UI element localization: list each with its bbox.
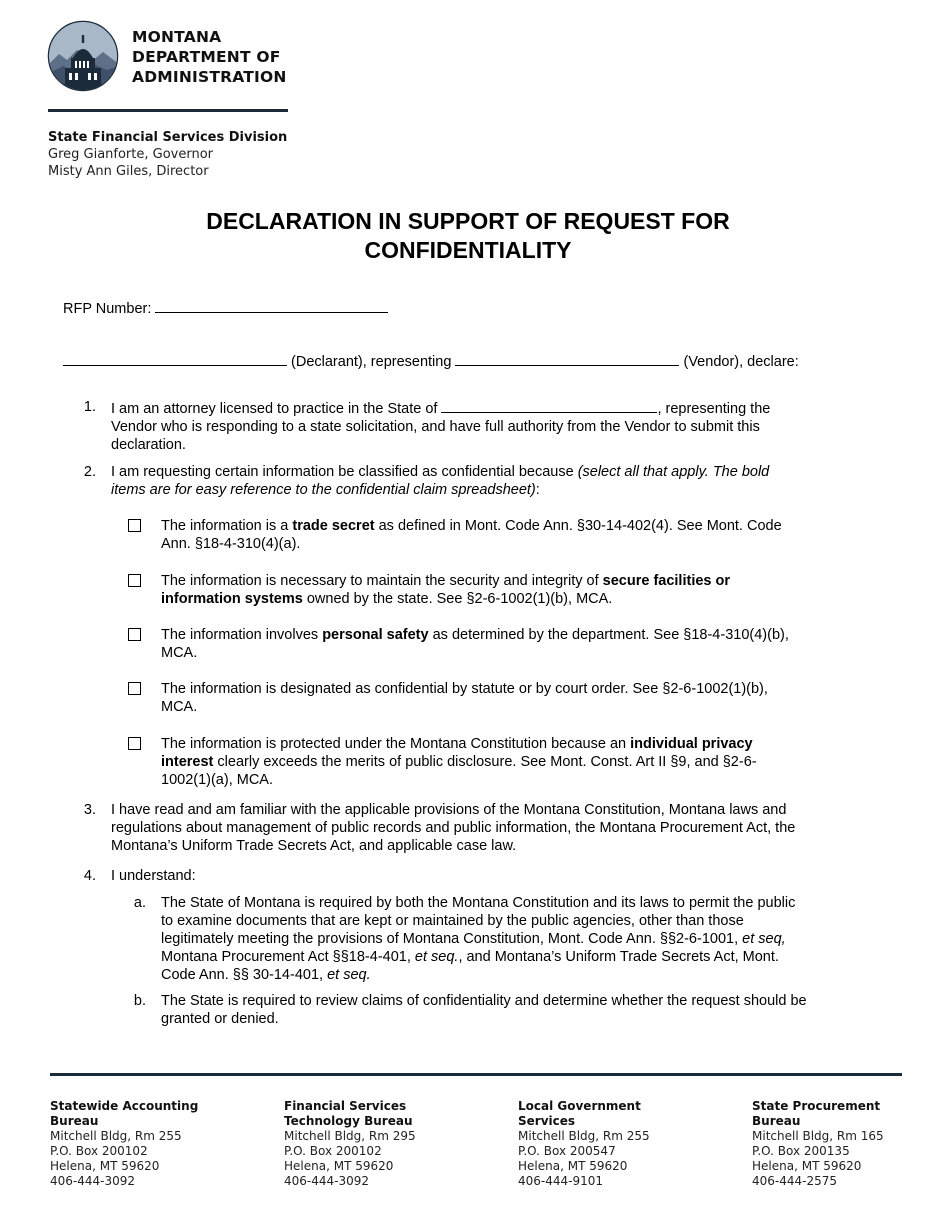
option-statute-court-order [161, 680, 851, 716]
item-4a-line-4: Montana Procurement Act §§18-4-401, [161, 949, 415, 965]
rfp-number-label: RFP Number: [63, 301, 152, 317]
rfp-number-field[interactable] [155, 298, 388, 313]
option-personal-safety [161, 626, 851, 662]
item-3-line-1: I have read and am familiar with the applicable provisions of the Montana Constitution, Montana laws and [111, 802, 787, 818]
item-4b-line-2: granted or denied. [161, 1011, 279, 1027]
vendor-name-field[interactable] [455, 351, 679, 366]
opt5-l2c: clearly exceeds the merits of public disclosure. See Mont. Const. Art II §9, and §2-6- [213, 754, 757, 770]
opt5-l1-bold: individual privacy [630, 736, 753, 752]
item-1-line-1b: , representing the [657, 401, 771, 417]
footer-1-phone: 406-444-3092 [50, 1174, 136, 1188]
footer-2-city: Helena, MT 59620 [284, 1159, 394, 1173]
org-line-1: MONTANA [132, 28, 222, 46]
item-2-line-1: I am requesting certain information be classified as confidential because [111, 464, 578, 480]
option-personal-safety-checkbox[interactable] [128, 628, 141, 641]
footer-local-government [518, 1099, 718, 1189]
item-2-italic-1: (select all that apply. The bold [577, 464, 770, 480]
item-1-line-3: declaration. [111, 437, 186, 453]
opt2-l1a: The information is necessary to maintain the security and integrity of [161, 573, 603, 589]
footer-1-city: Helena, MT 59620 [50, 1159, 160, 1173]
opt5-l1a: The information is protected under the Montana Constitution because an [161, 736, 631, 752]
opt5-l2-bold: interest [161, 754, 214, 770]
item-2-text [111, 463, 871, 499]
footer-state-procurement [752, 1099, 922, 1189]
page-title [0, 207, 936, 265]
item-3-line-3: Montana’s Uniform Trade Secrets Act, and applicable case law. [111, 838, 517, 854]
footer-3-city: Helena, MT 59620 [518, 1159, 628, 1173]
item-1-line-2: Vendor who is responding to a state solicitation, and have full authority from the Vendor to submit this [111, 419, 760, 435]
footer-1-heading-1: Statewide Accounting [50, 1099, 199, 1113]
footer-3-building: Mitchell Bldg, Rm 255 [518, 1129, 650, 1143]
option-secure-facilities [161, 572, 851, 608]
option-statute-court-order-checkbox[interactable] [128, 682, 141, 695]
division-name: State Financial Services Division [48, 130, 288, 145]
vendor-label: (Vendor), declare: [683, 354, 799, 370]
item-4a-line-4b: , and Montana’s Uniform Trade Secrets Act, Mont. [458, 949, 779, 965]
footer-2-phone: 406-444-3092 [284, 1174, 370, 1188]
opt2-l2c: owned by the state. See §2-6-1002(1)(b), MCA. [302, 591, 613, 607]
footer-divider [50, 1073, 902, 1076]
footer-4-city: Helena, MT 59620 [752, 1159, 862, 1173]
opt3-l1a: The information involves [161, 627, 323, 643]
item-3-line-2: regulations about management of public records and public information, the Montana Procurement Act, the [111, 820, 796, 836]
declaration-row [63, 351, 799, 371]
footer-2-building: Mitchell Bldg, Rm 295 [284, 1129, 416, 1143]
item-1-number: 1. [83, 399, 96, 415]
item-4a-line-4-italic: et seq. [414, 949, 459, 965]
item-4a-line-3: legitimately meeting the provisions of Montana Constitution, Mont. Code Ann. §§2-6-1001, [161, 931, 743, 947]
item-4a-line-5: Code Ann. §§ 30-14-401, [161, 967, 328, 983]
item-2-italic-2: items are for easy reference to the confidential claim spreadsheet) [111, 482, 536, 498]
footer-2-heading-1: Financial Services [284, 1099, 407, 1113]
footer-2-po-box: P.O. Box 200102 [284, 1144, 382, 1158]
item-1-line-1: I am an attorney licensed to practice in the State of [111, 401, 438, 417]
department-name [132, 27, 287, 87]
item-2-number: 2. [83, 464, 96, 480]
state-capitol-seal-logo [47, 20, 119, 92]
item-3-number: 3. [83, 802, 96, 818]
footer-financial-services-technology [284, 1099, 484, 1189]
opt3-l1-bold: personal safety [322, 627, 429, 643]
option-privacy-interest [161, 735, 851, 789]
item-4b-letter: b. [133, 993, 146, 1009]
opt1-l1a: The information is a [161, 518, 293, 534]
opt2-l2-bold: information systems [161, 591, 303, 607]
declarant-label: (Declarant), representing [291, 354, 452, 370]
opt5-l3: 1002(1)(a), MCA. [161, 772, 274, 788]
footer-3-phone: 406-444-9101 [518, 1174, 604, 1188]
footer-3-heading-2: Services [518, 1114, 576, 1128]
opt1-l1c: as defined in Mont. Code Ann. §30-14-402(4). See Mont. Code [374, 518, 782, 534]
item-4-text: I understand: [111, 868, 196, 884]
footer-2-heading-2: Technology Bureau [284, 1114, 413, 1128]
footer-4-heading-1: State Procurement [752, 1099, 881, 1113]
rfp-number-row [63, 298, 388, 318]
opt1-l2: Ann. §18-4-310(4)(a). [161, 536, 301, 552]
opt1-l1-bold: trade secret [292, 518, 375, 534]
option-privacy-interest-checkbox[interactable] [128, 737, 141, 750]
item-4b-line-1: The State is required to review claims of confidentiality and determine whether the request should be [161, 993, 807, 1009]
division-block [48, 129, 287, 180]
opt2-l1-bold: secure facilities or [602, 573, 730, 589]
item-1-text [111, 398, 871, 454]
opt4-l2: MCA. [161, 699, 198, 715]
footer-4-building: Mitchell Bldg, Rm 165 [752, 1129, 884, 1143]
item-4a-line-2: to examine documents that are kept or maintained by the public agencies, other than those [161, 913, 744, 929]
org-line-2: DEPARTMENT OF [132, 48, 281, 66]
footer-1-po-box: P.O. Box 200102 [50, 1144, 148, 1158]
footer-3-po-box: P.O. Box 200547 [518, 1144, 616, 1158]
opt3-l1c: as determined by the department. See §18-4-310(4)(b), [428, 627, 789, 643]
opt4-l1: The information is designated as confidential by statute or by court order. See §2-6-1002(1)(b), [161, 681, 768, 697]
footer-3-heading-1: Local Government [518, 1099, 641, 1113]
option-secure-facilities-checkbox[interactable] [128, 574, 141, 587]
item-3-text [111, 801, 901, 855]
licensed-state-field[interactable] [441, 398, 657, 413]
declarant-name-field[interactable] [63, 351, 287, 366]
item-4a-line-5-italic: et seq. [327, 967, 371, 983]
option-trade-secret-checkbox[interactable] [128, 519, 141, 532]
footer-1-heading-2: Bureau [50, 1114, 99, 1128]
governor-name: Greg Gianforte, Governor [48, 147, 214, 162]
footer-4-phone: 406-444-2575 [752, 1174, 838, 1188]
director-name: Misty Ann Giles, Director [48, 164, 209, 179]
title-line-1: DECLARATION IN SUPPORT OF REQUEST FOR [206, 208, 730, 234]
footer-4-po-box: P.O. Box 200135 [752, 1144, 850, 1158]
header-divider [48, 109, 288, 112]
item-4b-text [161, 992, 871, 1028]
item-4a-letter: a. [133, 895, 146, 911]
footer-4-heading-2: Bureau [752, 1114, 801, 1128]
org-line-3: ADMINISTRATION [132, 68, 287, 86]
item-4-number: 4. [83, 868, 96, 884]
footer-statewide-accounting [50, 1099, 250, 1189]
item-4a-line-1: The State of Montana is required by both the Montana Constitution and its laws to permit the public [161, 895, 796, 911]
opt3-l2: MCA. [161, 645, 198, 661]
item-4a-text [161, 894, 861, 984]
title-line-2: CONFIDENTIALITY [364, 237, 572, 263]
option-trade-secret [161, 517, 851, 553]
footer-1-building: Mitchell Bldg, Rm 255 [50, 1129, 182, 1143]
item-2-colon: : [535, 482, 540, 498]
item-4a-line-3-italic: et seq, [742, 931, 786, 947]
